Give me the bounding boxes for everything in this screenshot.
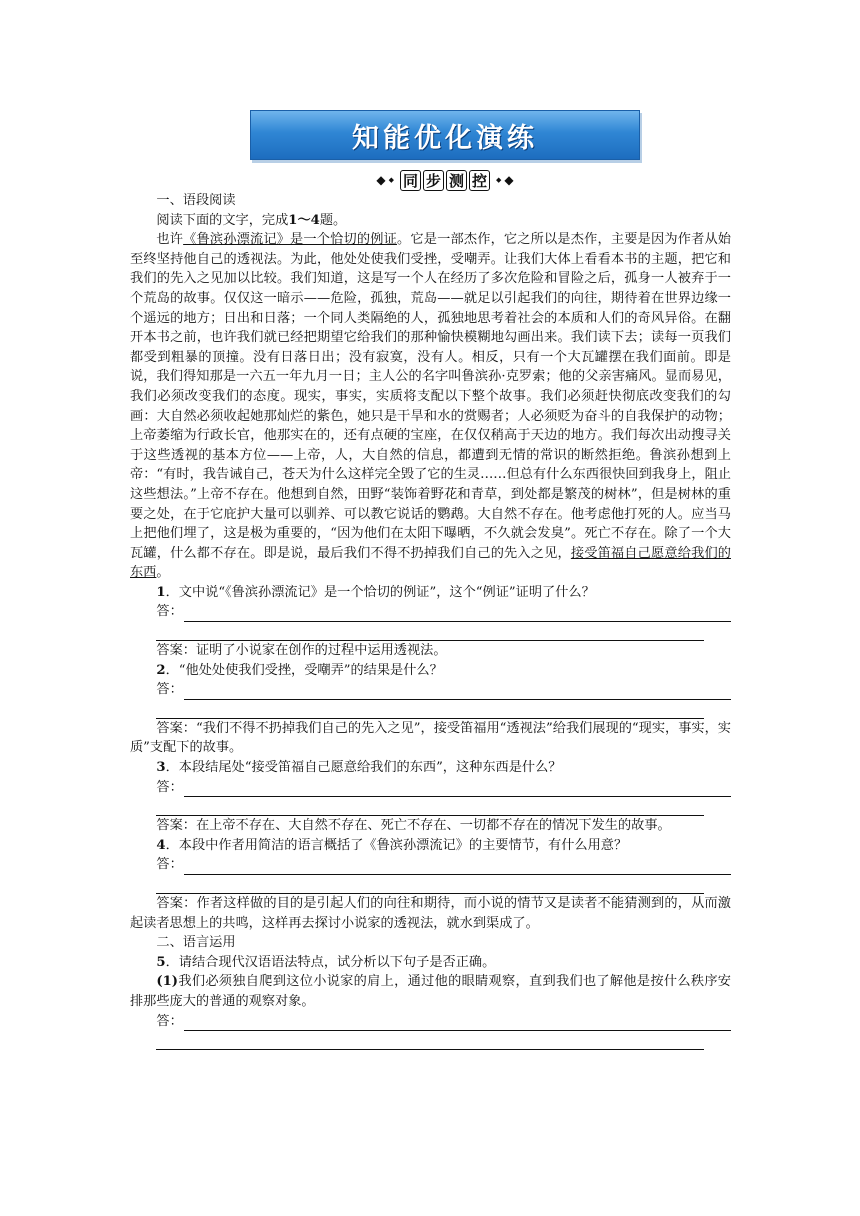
blank-line[interactable]	[156, 797, 704, 816]
blank-line[interactable]	[156, 1031, 704, 1050]
answer-line[interactable]: 答：	[130, 680, 731, 700]
answer-line[interactable]: 答：	[130, 1012, 731, 1032]
title-banner	[250, 110, 640, 160]
question-5: 5．请结合现代汉语语法特点，试分析以下句子是否正确。	[156, 954, 496, 970]
subtitle-char: 同	[400, 170, 421, 191]
question-1: 1．文中说“《鲁滨孙漂流记》是一个恰切的例证”，这个“例证”证明了什么？	[156, 584, 595, 600]
subtitle-char: 测	[446, 170, 467, 191]
subtitle-char: 控	[469, 170, 490, 191]
diamond-icon: ◆	[376, 173, 386, 187]
small-diamond-icon: ◆	[388, 175, 394, 184]
section-heading: 一、语段阅读	[156, 193, 236, 208]
answer-text: 答案：“我们不得不扔掉我们自己的先入之见”，接受笛福用“透视法”给我们展现的“现实，事实，实质”支配下的故事。	[130, 720, 731, 756]
reading-passage: 也许《鲁滨孙漂流记》是一个恰切的例证。它是一部杰作，它之所以是杰作，主要是因为作者从始至终坚持他自己的透视法。为此，他处处使我们受挫，受嘲弄。让我们大体上看看本书的主题，把它和我们的先入之见加以比较。我们知道，这是写一个人在经历了多次危险和冒险之后，孤身一人被弃于一个荒岛的故事。仅仅这一暗示——危险，孤独，荒岛——就足以引起我们的向往，期待着在世界边缘一个遥远的地方；日出和日落；一个同人类隔绝的人，孤独地思考着社会的本质和人们的奇风异俗。在翻开本书之前，也许我们就已经把期望它给我们的那种愉快模糊地勾画出来。我们读下去；读每一页我们都受到粗暴的顶撞。没有日落日出；没有寂寞，没有人。相反，只有一个大瓦罐摆在我们面前。即是说，我们得知那是一六五一年九月一日；主人公的名字叫鲁滨孙·克罗索；他的父亲害痛风。显而易见，我们必须改变我们的态度。现实，事实，实质将支配以下整个故事。我们必须赶快彻底改变我们的勾画：大自然必须收起她那灿烂的紫色，她只是干旱和水的赏赐者；人必须贬为奋斗的自我保护的动物；上帝萎缩为行政长官，他那实在的，还有点硬的宝座，在仅仅稍高于天边的地方。我们每次出动搜寻关于这些透视的基本方位——上帝，人，大自然的信息，都遭到无情的常识的断然拒绝。鲁滨孙想到上帝：“有时，我告诫自己，苍天为什么这样完全毁了它的生灵……但总有什么东西很快回到我身上，阻止这些想法。”上帝不存在。他想到自然，田野“装饰着野花和青草，到处都是繁茂的树林”，但是树林的重要之处，在于它庇护大量可以驯养、可以教它说话的鹦鹉。大自然不存在。他考虑他打死的人。应当马上把他们埋了，这是极为重要的，“因为他们在太阳下曝晒，不久就会发臭”。死亡不存在。除了一个大瓦罐，什么都不存在。即是说，最后我们不得不扔掉我们自己的先入之见，接受笛福自己愿意给我们的东西。	[130, 232, 731, 581]
blank-line[interactable]	[156, 700, 704, 719]
blank-line[interactable]	[156, 875, 704, 894]
answer-text: 答案：作者这样做的目的是引起人们的向往和期待，而小说的情节又是读者不能猜测到的，从而激起读者思想上的共鸣，这样再去探讨小说家的透视法，就水到渠成了。	[130, 896, 731, 931]
question-2: 2．“他处处使我们受挫，受嘲弄”的结果是什么？	[156, 662, 443, 678]
diamond-icon: ◆	[504, 173, 514, 187]
blank-line[interactable]	[156, 622, 704, 641]
subtitle-boxes	[400, 170, 490, 191]
section-subbanner	[355, 169, 535, 191]
question-4: 4．本段中作者用简洁的语言概括了《鲁滨孙漂流记》的主要情节，有什么用意？	[156, 837, 628, 853]
question-3: 3．本段结尾处“接受笛福自己愿意给我们的东西”，这种东西是什么？	[156, 760, 562, 776]
page-title: 知能优化演练	[352, 122, 538, 154]
answer-text: 答案：在上帝不存在、大自然不存在、死亡不存在、一切都不存在的情况下发生的故事。	[156, 818, 671, 834]
instruction: 阅读下面的文字，完成1～4题。	[156, 212, 347, 228]
small-diamond-icon: ◆	[496, 175, 502, 184]
answer-text: 答案：证明了小说家在创作的过程中运用透视法。	[156, 643, 447, 659]
answer-line[interactable]: 答：	[130, 602, 731, 622]
underlined-phrase: 接受笛福自己愿意给我们的东西	[130, 545, 731, 581]
question-5-1: (1)我们必须独自爬到这位小说家的肩上，通过他的眼睛观察，直到我们也了解他是按什么秩序安排那些庞大的普通的观察对象。	[130, 974, 731, 1009]
section-heading: 二、语言运用	[156, 935, 236, 951]
underlined-phrase: 《鲁滨孙漂流记》是一个恰切的例证	[183, 232, 397, 248]
document-body	[130, 191, 731, 1050]
answer-line[interactable]: 答：	[130, 778, 731, 798]
subtitle-char: 步	[423, 170, 444, 191]
answer-line[interactable]: 答：	[130, 855, 731, 875]
